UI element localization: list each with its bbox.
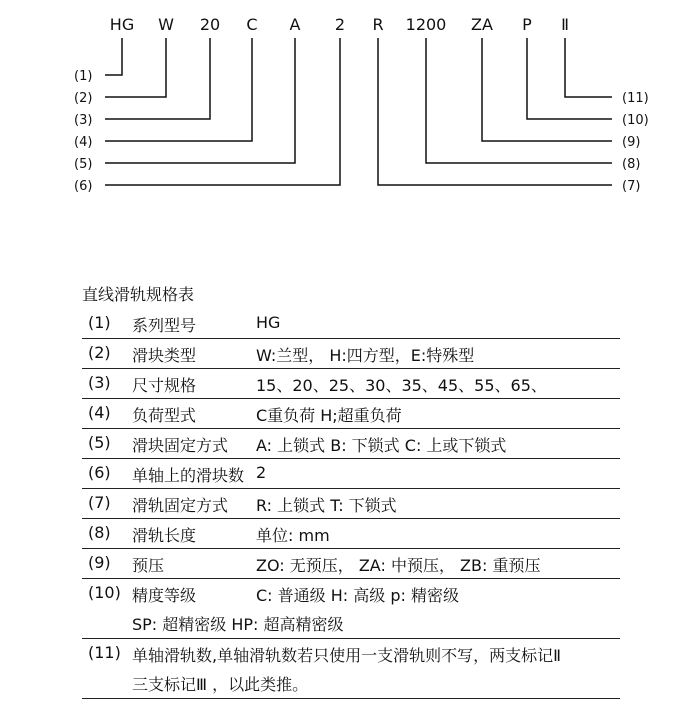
row-name: 滑块类型 [132, 346, 197, 365]
code-segment-accuracy: P [522, 15, 532, 34]
code-segment-rail-length: 1200 [405, 15, 447, 34]
table-row [82, 368, 620, 399]
row-number: (1) [88, 313, 111, 332]
ref-label-6: (6) [74, 179, 93, 194]
row-number: (11) [88, 643, 121, 662]
code-segment-block-mounting: A [289, 15, 301, 34]
table-row [82, 428, 620, 459]
row-name: 滑轨固定方式 [132, 496, 229, 515]
row-value: R: 上锁式 T: 下锁式 [256, 496, 397, 515]
table-row [82, 548, 620, 579]
row-name: 系列型号 [132, 316, 197, 335]
table-row [82, 458, 620, 489]
ref-label-11: (11) [622, 91, 649, 106]
code-segment-size: 20 [199, 15, 221, 34]
ref-label-1: (1) [74, 69, 93, 84]
ref-label-8: (8) [622, 157, 641, 172]
row-name: 滑块固定方式 [132, 436, 229, 455]
row-value: C重负荷 H;超重负荷 [256, 406, 402, 425]
code-breakdown-diagram [0, 0, 685, 200]
table-row [82, 488, 620, 519]
table-row [82, 518, 620, 549]
ref-label-2: (2) [74, 91, 93, 106]
row-name: 单轴上的滑块数 [132, 466, 245, 485]
row-value-line2: 三支标记Ⅲ ，以此类推。 [132, 675, 309, 694]
table-row [82, 638, 620, 699]
row-number: (7) [88, 493, 111, 512]
row-name: 负荷型式 [132, 406, 197, 425]
row-name: 滑轨长度 [132, 526, 197, 545]
row-value: W:兰型， H:四方型，E:特殊型 [256, 346, 475, 365]
code-segment-block-type: W [158, 15, 174, 34]
row-value: 15、20、25、30、35、45、55、65、 [256, 376, 547, 395]
table-row [82, 338, 620, 369]
ref-label-7: (7) [622, 179, 641, 194]
code-segment-blocks-per-rail: 2 [334, 15, 346, 34]
row-name: 精度等级 [132, 586, 197, 605]
connector-lines [105, 38, 612, 185]
ref-label-10: (10) [622, 113, 649, 128]
row-number: (3) [88, 373, 111, 392]
code-segment-series: HG [109, 15, 135, 34]
row-number: (5) [88, 433, 111, 452]
table-row [82, 308, 620, 339]
code-segment-load-type: C [246, 15, 258, 34]
row-value: C: 普通级 H: 高级 p: 精密级 [256, 586, 459, 605]
row-name: 单轴滑轨数,单轴滑轨数若只使用一支滑轨则不写，两支标记Ⅱ [132, 646, 561, 665]
ref-label-3: (3) [74, 113, 93, 128]
code-segment-rail-count: Ⅱ [561, 15, 569, 34]
row-number: (8) [88, 523, 111, 542]
row-number: (2) [88, 343, 111, 362]
table-row [82, 578, 620, 639]
ref-label-5: (5) [74, 157, 93, 172]
table-title: 直线滑轨规格表 [82, 285, 195, 304]
code-segment-rail-mounting: R [372, 15, 384, 34]
row-value-line2: SP: 超精密级 HP: 超高精密级 [132, 615, 344, 634]
table-row [82, 398, 620, 429]
ref-label-4: (4) [74, 135, 93, 150]
row-number: (9) [88, 553, 111, 572]
row-name: 预压 [132, 556, 165, 575]
row-number: (10) [88, 583, 121, 602]
row-value: HG [256, 313, 281, 332]
row-value: ZO: 无预压， ZA: 中预压， ZB: 重预压 [256, 556, 541, 575]
row-name: 尺寸规格 [132, 376, 197, 395]
row-number: (4) [88, 403, 111, 422]
row-value: A: 上锁式 B: 下锁式 C: 上或下锁式 [256, 436, 507, 455]
row-value: 单位: mm [256, 526, 330, 545]
code-segment-preload: ZA [471, 15, 493, 34]
row-value: 2 [256, 463, 267, 482]
row-number: (6) [88, 463, 111, 482]
ref-label-9: (9) [622, 135, 641, 150]
